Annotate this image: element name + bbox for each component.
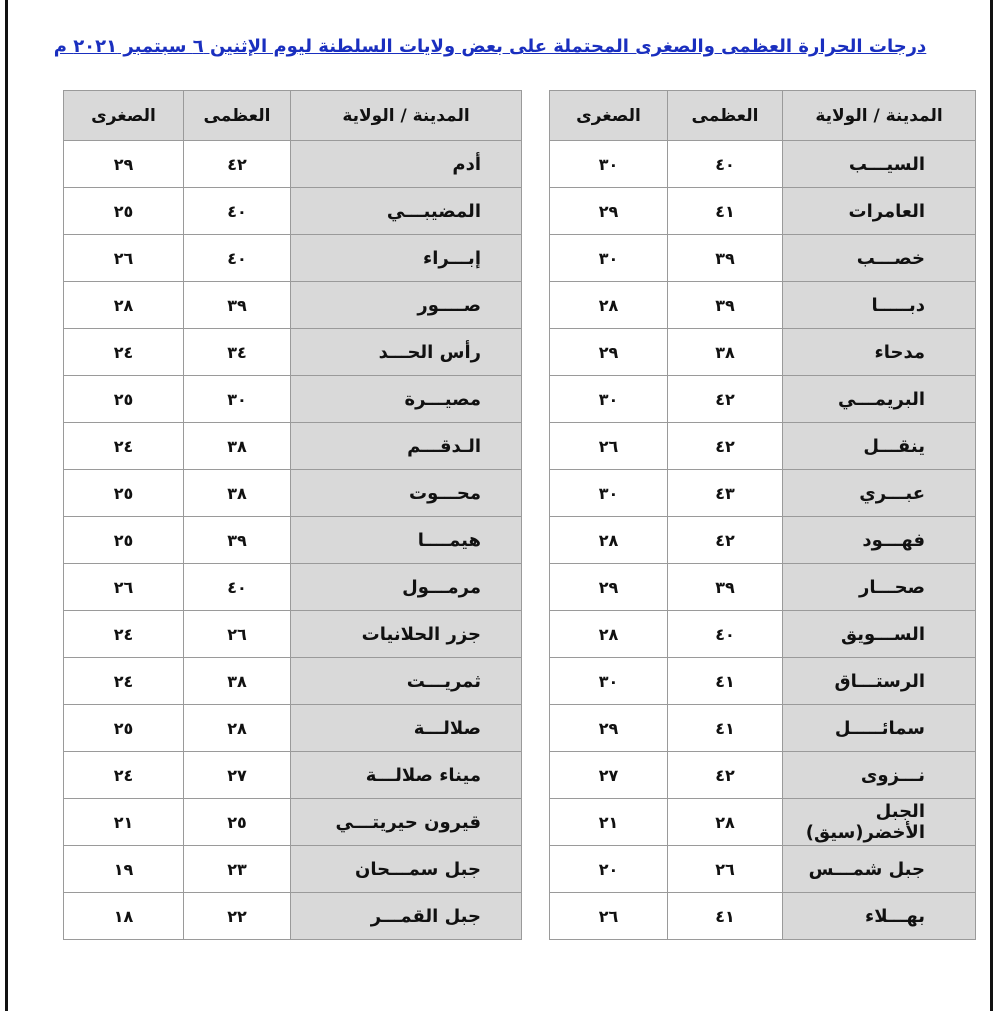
min-temp-cell: ٢٥ xyxy=(64,188,184,235)
min-temp-cell: ٢٠ xyxy=(550,846,668,893)
city-cell: ميناء صلالـــة xyxy=(291,752,522,799)
max-temp-cell: ٣٩ xyxy=(668,235,783,282)
city-cell: جزر الحلانيات xyxy=(291,611,522,658)
city-cell: صــــور xyxy=(291,282,522,329)
city-cell: الرستـــاق xyxy=(783,658,976,705)
table-row xyxy=(64,705,522,752)
min-temp-cell: ٢١ xyxy=(64,799,184,846)
city-cell: ينقـــل xyxy=(783,423,976,470)
city-cell: السيـــب xyxy=(783,141,976,188)
min-temp-cell: ٣٠ xyxy=(550,470,668,517)
max-temp-cell: ٣٨ xyxy=(184,423,291,470)
min-temp-cell: ٢٦ xyxy=(550,893,668,940)
city-cell: عبـــري xyxy=(783,470,976,517)
city-cell: نـــزوى xyxy=(783,752,976,799)
table-row xyxy=(550,470,976,517)
max-temp-cell: ٤٠ xyxy=(668,141,783,188)
max-temp-cell: ٤١ xyxy=(668,893,783,940)
min-temp-cell: ٢٤ xyxy=(64,423,184,470)
header-city: المدينة / الولاية xyxy=(783,91,976,141)
min-temp-cell: ٢١ xyxy=(550,799,668,846)
max-temp-cell: ٤٢ xyxy=(668,517,783,564)
table-row xyxy=(64,611,522,658)
table-row xyxy=(550,799,976,846)
city-cell: جبل سمـــحان xyxy=(291,846,522,893)
city-cell: محـــوت xyxy=(291,470,522,517)
table-row xyxy=(64,470,522,517)
table-row xyxy=(64,517,522,564)
max-temp-cell: ٤٠ xyxy=(184,235,291,282)
city-cell: البريمـــي xyxy=(783,376,976,423)
max-temp-cell: ٢٦ xyxy=(668,846,783,893)
max-temp-cell: ٣٩ xyxy=(668,564,783,611)
city-cell: صحـــار xyxy=(783,564,976,611)
max-temp-cell: ٣٩ xyxy=(184,517,291,564)
min-temp-cell: ٢٥ xyxy=(64,376,184,423)
max-temp-cell: ٣٤ xyxy=(184,329,291,376)
table-row xyxy=(64,188,522,235)
table-row xyxy=(550,329,976,376)
max-temp-cell: ٢٣ xyxy=(184,846,291,893)
city-cell: قيرون حيريتـــي xyxy=(291,799,522,846)
max-temp-cell: ٤٢ xyxy=(668,376,783,423)
max-temp-cell: ٢٧ xyxy=(184,752,291,799)
max-temp-cell: ٣٨ xyxy=(184,658,291,705)
table-row xyxy=(64,893,522,940)
max-temp-cell: ٣٠ xyxy=(184,376,291,423)
min-temp-cell: ٢٨ xyxy=(550,282,668,329)
min-temp-cell: ٢٧ xyxy=(550,752,668,799)
min-temp-cell: ٢٥ xyxy=(64,705,184,752)
city-cell: الـدقـــم xyxy=(291,423,522,470)
table-row xyxy=(550,517,976,564)
max-temp-cell: ٣٩ xyxy=(184,282,291,329)
min-temp-cell: ٢٦ xyxy=(550,423,668,470)
table-row xyxy=(64,329,522,376)
table-row xyxy=(550,564,976,611)
temperature-table-left xyxy=(63,90,522,940)
max-temp-cell: ٤١ xyxy=(668,658,783,705)
min-temp-cell: ٣٠ xyxy=(550,658,668,705)
min-temp-cell: ٢٩ xyxy=(550,564,668,611)
city-cell: أدم xyxy=(291,141,522,188)
city-cell: خصـــب xyxy=(783,235,976,282)
table-row xyxy=(550,705,976,752)
city-cell: سمائـــــل xyxy=(783,705,976,752)
min-temp-cell: ٣٠ xyxy=(550,141,668,188)
city-cell: العامرات xyxy=(783,188,976,235)
city-cell: ثمريـــت xyxy=(291,658,522,705)
header-min: الصغرى xyxy=(550,91,668,141)
city-cell: إبـــراء xyxy=(291,235,522,282)
max-temp-cell: ٢٨ xyxy=(668,799,783,846)
city-cell: مدحاء xyxy=(783,329,976,376)
table-row xyxy=(64,423,522,470)
max-temp-cell: ٣٩ xyxy=(668,282,783,329)
max-temp-cell: ٢٨ xyxy=(184,705,291,752)
max-temp-cell: ٤٠ xyxy=(668,611,783,658)
table-row xyxy=(64,846,522,893)
table-row xyxy=(550,188,976,235)
min-temp-cell: ٢٩ xyxy=(550,705,668,752)
max-temp-cell: ٤٣ xyxy=(668,470,783,517)
min-temp-cell: ٢٦ xyxy=(64,235,184,282)
min-temp-cell: ١٨ xyxy=(64,893,184,940)
max-temp-cell: ٤٠ xyxy=(184,188,291,235)
table-row xyxy=(64,235,522,282)
table-header-row xyxy=(64,91,522,141)
min-temp-cell: ٢٤ xyxy=(64,752,184,799)
max-temp-cell: ٤٢ xyxy=(184,141,291,188)
table-row xyxy=(550,235,976,282)
min-temp-cell: ٢٨ xyxy=(550,611,668,658)
max-temp-cell: ٤١ xyxy=(668,188,783,235)
table-row xyxy=(64,752,522,799)
table-row xyxy=(550,752,976,799)
table-row xyxy=(550,846,976,893)
header-min: الصغرى xyxy=(64,91,184,141)
max-temp-cell: ٢٥ xyxy=(184,799,291,846)
min-temp-cell: ٢٨ xyxy=(550,517,668,564)
table-row xyxy=(64,376,522,423)
table-row xyxy=(64,799,522,846)
table-row xyxy=(550,141,976,188)
max-temp-cell: ٤١ xyxy=(668,705,783,752)
min-temp-cell: ٣٠ xyxy=(550,376,668,423)
max-temp-cell: ٣٨ xyxy=(668,329,783,376)
max-temp-cell: ٣٨ xyxy=(184,470,291,517)
min-temp-cell: ٢٤ xyxy=(64,658,184,705)
table-row xyxy=(64,141,522,188)
table-row xyxy=(64,282,522,329)
table-row xyxy=(550,658,976,705)
table-row xyxy=(550,611,976,658)
table-header-row xyxy=(550,91,976,141)
table-row xyxy=(64,658,522,705)
table-row xyxy=(550,282,976,329)
table-row xyxy=(550,423,976,470)
city-cell: مرمـــول xyxy=(291,564,522,611)
city-cell: رأس الحـــد xyxy=(291,329,522,376)
min-temp-cell: ٣٠ xyxy=(550,235,668,282)
min-temp-cell: ٢٤ xyxy=(64,329,184,376)
city-cell: مصيـــرة xyxy=(291,376,522,423)
header-max: العظمى xyxy=(668,91,783,141)
min-temp-cell: ٢٥ xyxy=(64,470,184,517)
city-cell: دبـــــا xyxy=(783,282,976,329)
table-row xyxy=(64,564,522,611)
min-temp-cell: ١٩ xyxy=(64,846,184,893)
min-temp-cell: ٢٩ xyxy=(550,188,668,235)
temperature-table-right xyxy=(549,90,976,940)
min-temp-cell: ٢٩ xyxy=(550,329,668,376)
max-temp-cell: ٤٢ xyxy=(668,752,783,799)
header-city: المدينة / الولاية xyxy=(291,91,522,141)
header-max: العظمى xyxy=(184,91,291,141)
city-cell: صلالـــة xyxy=(291,705,522,752)
table-row xyxy=(550,376,976,423)
min-temp-cell: ٢٥ xyxy=(64,517,184,564)
min-temp-cell: ٢٦ xyxy=(64,564,184,611)
max-temp-cell: ٢٦ xyxy=(184,611,291,658)
city-cell: جبل القمـــر xyxy=(291,893,522,940)
city-cell: فهـــود xyxy=(783,517,976,564)
min-temp-cell: ٢٤ xyxy=(64,611,184,658)
page-title: درجات الحرارة العظمى والصغرى المحتملة على بعض ولايات السلطنة ليوم الإثنين ٦ سبتمبر ٢٠٢١ م xyxy=(53,36,927,57)
max-temp-cell: ٤٢ xyxy=(668,423,783,470)
city-cell: الجبل الأخضر(سيق) xyxy=(783,799,976,846)
max-temp-cell: ٢٢ xyxy=(184,893,291,940)
min-temp-cell: ٢٩ xyxy=(64,141,184,188)
min-temp-cell: ٢٨ xyxy=(64,282,184,329)
max-temp-cell: ٤٠ xyxy=(184,564,291,611)
city-cell: بهـــلاء xyxy=(783,893,976,940)
table-row xyxy=(550,893,976,940)
city-cell: المضيبـــي xyxy=(291,188,522,235)
city-cell: هيمــــا xyxy=(291,517,522,564)
city-cell: الســـويق xyxy=(783,611,976,658)
city-cell: جبل شمـــس xyxy=(783,846,976,893)
